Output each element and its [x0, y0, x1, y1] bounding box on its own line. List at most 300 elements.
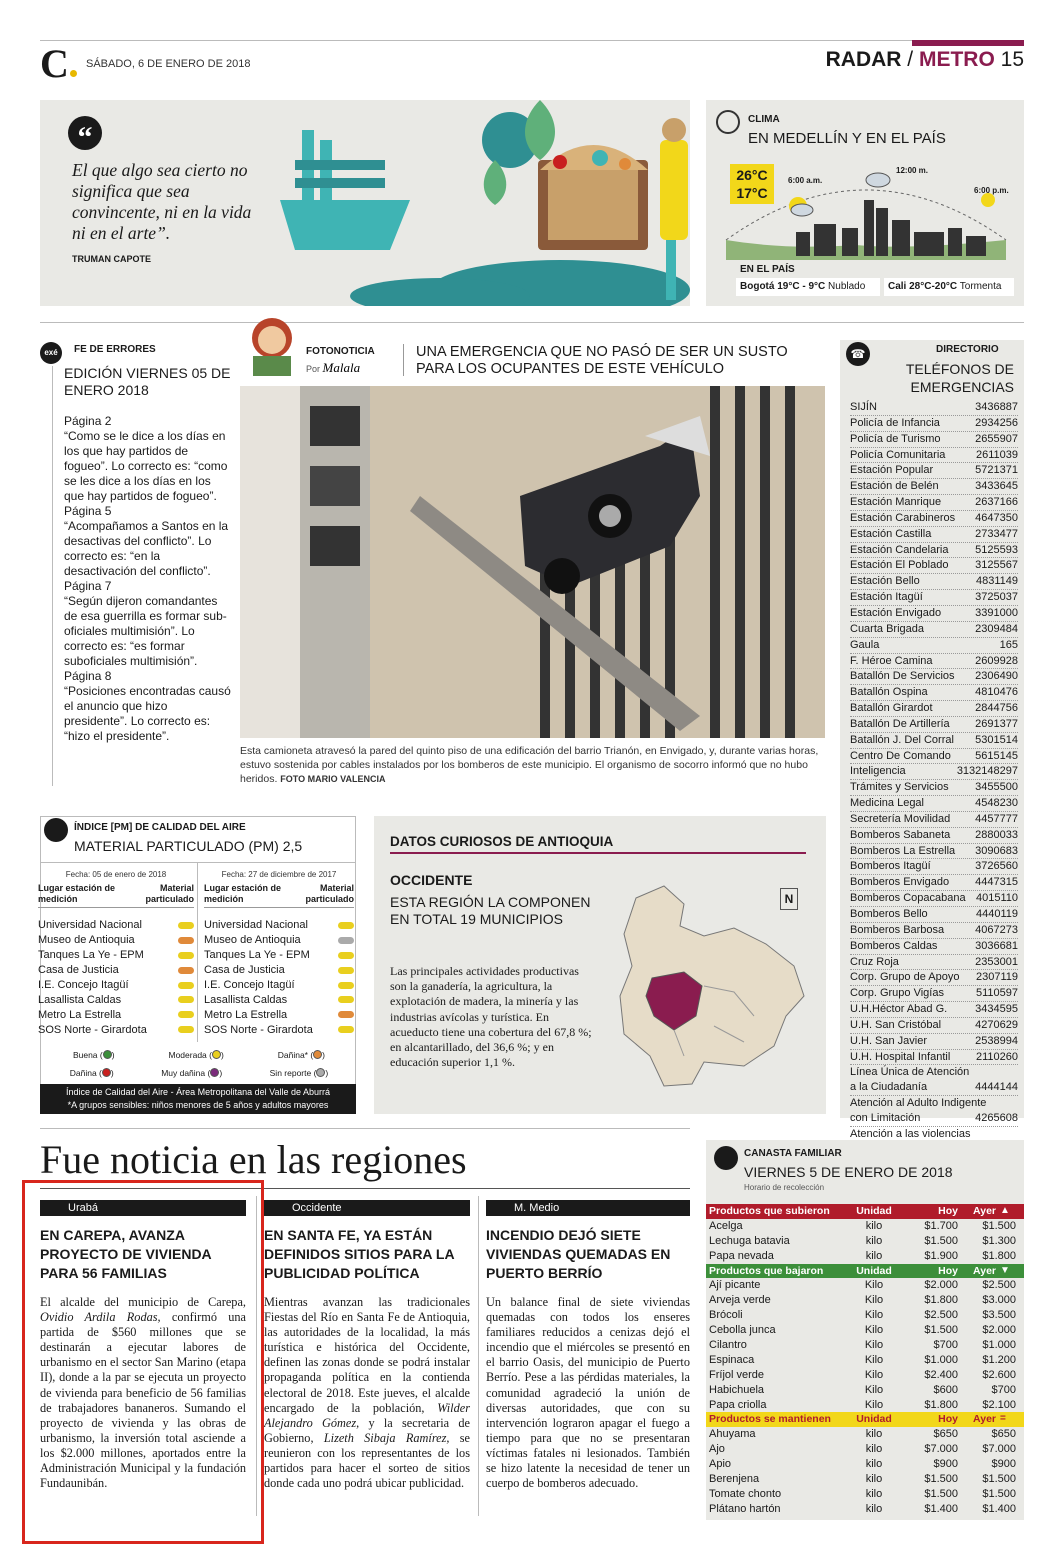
- price-row: [706, 1383, 1024, 1398]
- air-quality-header: [38, 883, 194, 908]
- air-quality-indicator: [338, 1011, 354, 1018]
- station-name: Tanques La Ye - EPM: [38, 949, 144, 962]
- product-name: Papa criolla: [709, 1398, 767, 1411]
- car-through-wall-photo: [240, 386, 825, 738]
- legend-item: [169, 1046, 224, 1064]
- directory-entry-line: [850, 1080, 1018, 1095]
- legend-dot: [103, 1050, 112, 1059]
- directory-entry-number: 4015110: [975, 892, 1018, 905]
- directory-entry-name: Batallón Girardot: [850, 702, 933, 715]
- directory-entry-name: Bomberos Caldas: [850, 939, 938, 952]
- region-tag: M. Medio: [486, 1200, 690, 1216]
- air-quality-row: [38, 1007, 194, 1022]
- directory-entry-name: Corp. Grupo de Apoyo: [850, 971, 960, 984]
- legend-dot: [212, 1050, 221, 1059]
- product-name: Apio: [709, 1458, 732, 1471]
- photographer-avatar-illustration: [245, 312, 299, 376]
- legend-item: [73, 1046, 115, 1064]
- time-morning: 6:00 a.m.: [788, 176, 823, 185]
- product-name: Cilantro: [709, 1339, 747, 1352]
- air-quality-indicator: [338, 1026, 354, 1033]
- price-today: $1.400: [924, 1502, 958, 1515]
- directory-entry: [850, 590, 1018, 606]
- legend-row: [46, 1064, 352, 1082]
- directory-subtitle: TELÉFONOS DE EMERGENCIAS: [905, 361, 1014, 395]
- directory-entry-number: 2934256: [975, 416, 1018, 429]
- price-yesterday: $2.000: [982, 1324, 1016, 1337]
- air-quality-row: [204, 933, 354, 948]
- photo-news-divider: [403, 344, 404, 376]
- directory-entry-number: 4444144: [975, 1081, 1018, 1094]
- price-yesterday: $700: [991, 1383, 1016, 1396]
- directory-entry-name: Policía Comunitaria: [850, 448, 946, 461]
- directory-entry: [850, 828, 1018, 844]
- station-name: I.E. Concejo Itagüí: [38, 979, 129, 991]
- price-today: $900: [933, 1458, 958, 1471]
- price-group-label: Productos se mantienen: [709, 1413, 831, 1426]
- price-row: [706, 1457, 1024, 1472]
- price-today: $2.400: [924, 1368, 958, 1381]
- weather-icon: [716, 110, 740, 134]
- product-unit: kilo: [865, 1249, 883, 1262]
- directory-entry-number: 2307119: [975, 971, 1018, 984]
- directory-entry-number: 4067273: [975, 923, 1018, 936]
- col-yesterday: Ayer: [973, 1205, 996, 1217]
- station-name: Metro La Estrella: [204, 1008, 288, 1021]
- weather-subtitle: EN MEDELLÍN Y EN EL PAÍS: [748, 130, 946, 147]
- regions-rule: [40, 1128, 690, 1129]
- directory-entry: [850, 638, 1018, 654]
- legend-item: [70, 1064, 114, 1082]
- price-yesterday: $1.500: [982, 1473, 1016, 1486]
- price-row: [706, 1308, 1024, 1323]
- curious-facts-rule: [390, 852, 806, 854]
- directory-entry-number: 2353001: [975, 955, 1018, 968]
- directory-entry-number: 2609928: [975, 654, 1018, 667]
- directory-entry-name: Estación Itagüí: [850, 591, 923, 604]
- medellin-temperature: 26°C 17°C: [730, 164, 774, 204]
- legend-close: ): [219, 1068, 223, 1078]
- air-quality-date: Fecha: 27 de diciembre de 2017: [221, 870, 337, 879]
- directory-entry: [850, 606, 1018, 622]
- directory-entry-name: U.H. Hospital Infantil: [850, 1050, 951, 1063]
- directory-entry: [850, 463, 1018, 479]
- directory-entry-name: Batallón Ospina: [850, 686, 928, 699]
- article-headline: INCENDIO DEJÓ SIETE VIVIENDAS QUEMADAS EN PUERTO BERRÍO: [486, 1227, 671, 1281]
- directory-entry: [850, 416, 1018, 432]
- directory-entry-name: Línea Única de Atención: [850, 1066, 970, 1079]
- air-quality-row: [38, 992, 194, 1007]
- photo-caption: Esta camioneta atravesó la pared del quinto piso de una edificación del barrio Trianón, en Envigado, y, durante varias horas, estuvo sostenida por cables instalados por los bomberos de este municipio. El organismo de socorro informó que no hubo heridos. FOTO MARIO VALENCIA: [240, 745, 819, 785]
- price-row: [706, 1234, 1024, 1249]
- family-basket-date: VIERNES 5 DE ENERO DE 2018: [744, 1164, 953, 1180]
- quote-text: El que algo sea cierto no significa que sea convincente, ni en la vida ni en el arte”.: [72, 160, 252, 243]
- directory-entry: [850, 875, 1018, 891]
- air-quality-col-station: Lugar estación de medición: [38, 883, 116, 904]
- air-quality-indicator: [178, 996, 194, 1003]
- product-name: Fríjol verde: [709, 1368, 765, 1381]
- price-group-header: [706, 1412, 1024, 1427]
- price-group-header: [706, 1204, 1024, 1219]
- directory-entry-number: 4548230: [975, 797, 1018, 810]
- directory-entry-number: 2691377: [975, 717, 1018, 730]
- directory-entry-number: 4647350: [975, 511, 1018, 524]
- air-quality-row: [204, 1007, 354, 1022]
- errata-text: “Según dijeron comandantes de esa guerrilla es formar sub-oficiales multimisión”. Lo correcto es: “es formar suboficiales multimisión”.: [64, 594, 227, 668]
- price-row: [706, 1398, 1024, 1413]
- price-row: [706, 1293, 1024, 1308]
- price-yesterday: $3.000: [982, 1294, 1016, 1307]
- legend-close: ): [110, 1068, 114, 1078]
- product-unit: Kilo: [864, 1279, 884, 1292]
- product-unit: Kilo: [864, 1309, 884, 1322]
- price-yesterday: $1.500: [982, 1487, 1016, 1500]
- trend-same-icon: =: [1000, 1413, 1006, 1425]
- station-name: Casa de Justicia: [38, 964, 119, 977]
- directory-entry-name: Bomberos Sabaneta: [850, 828, 951, 841]
- directory-entry-number: 3391000: [975, 606, 1018, 619]
- directory-entry-number: 4265608: [975, 1111, 1018, 1124]
- article-headline: EN SANTA FE, YA ESTÁN DEFINIDOS SITIOS PARA LA PUBLICIDAD POLÍTICA: [264, 1227, 455, 1281]
- directory-entry: [850, 669, 1018, 685]
- price-row: [706, 1338, 1024, 1353]
- air-quality-icon: [44, 818, 68, 842]
- time-evening: 6:00 p.m.: [974, 186, 1009, 195]
- directory-entry-number: 2110260: [975, 1050, 1018, 1063]
- air-quality-table-previous: [204, 870, 354, 1037]
- product-unit: kilo: [865, 1473, 883, 1486]
- air-quality-col-material: Material particulado: [305, 883, 354, 904]
- air-quality-indicator: [338, 952, 354, 959]
- directory-entry-number: 4457777: [975, 812, 1018, 825]
- price-yesterday: $1.200: [982, 1353, 1016, 1366]
- photo-news-headline: UNA EMERGENCIA QUE NO PASÓ DE SER UN SUSTO PARA LOS OCUPANTES DE ESTE VEHÍCULO: [416, 344, 788, 377]
- product-name: Cebolla junca: [709, 1324, 776, 1337]
- regions-section-title: Fue noticia en las regiones: [40, 1137, 467, 1182]
- col-unit: Unidad: [856, 1264, 892, 1277]
- directory-entry-number: 3725037: [975, 591, 1018, 604]
- directory-entry: [850, 1002, 1018, 1018]
- quote-author: TRUMAN CAPOTE: [72, 254, 151, 264]
- cali-weather: Cali 28°C-20°C Tormenta: [884, 278, 1014, 296]
- legend-close: ): [325, 1068, 329, 1078]
- directory-entry-name: Corp. Grupo Vigías: [850, 987, 944, 1000]
- directory-entry-name: Trámites y Servicios: [850, 781, 949, 794]
- legend-close: ): [111, 1050, 115, 1060]
- directory-entry-number: 3455500: [975, 781, 1018, 794]
- product-unit: kilo: [865, 1219, 883, 1232]
- directory-entry-name: con Limitación: [850, 1111, 921, 1124]
- directory-entry: [850, 986, 1018, 1002]
- air-quality-rule: [40, 862, 356, 863]
- directory-entry-name: U.H. San Cristóbal: [850, 1018, 942, 1031]
- directory-entry: [850, 939, 1018, 955]
- directory-entry: [850, 859, 1018, 875]
- directory-entry-name: Atención a las violencias: [850, 1127, 971, 1140]
- family-basket-note: Horario de recolección: [744, 1183, 825, 1192]
- directory-entry-number: 3434595: [975, 1003, 1018, 1016]
- directory-entry-name: Estación de Belén: [850, 480, 939, 493]
- directory-entry-name: Estación Castilla: [850, 527, 932, 540]
- price-today: $2.500: [924, 1309, 958, 1322]
- section-accent-bar: [912, 40, 1024, 46]
- air-quality-indicator: [178, 952, 194, 959]
- errata-text: “Como se le dice a los días en los que hay partidos de fogueo”. Lo correcto es: “como se les dice a los días en los que hay partidos de fogueo”.: [64, 429, 228, 503]
- directory-entry-name: Bomberos Copacabana: [850, 892, 966, 905]
- price-yesterday: $7.000: [982, 1443, 1016, 1456]
- directory-entry: [850, 733, 1018, 749]
- directory-entry: [850, 923, 1018, 939]
- price-yesterday: $900: [991, 1458, 1016, 1471]
- price-yesterday: $2.600: [982, 1368, 1016, 1381]
- legend-label: Sin reporte (: [269, 1068, 317, 1078]
- price-today: $700: [933, 1339, 958, 1352]
- air-quality-subtitle: MATERIAL PARTICULADO (PM) 2,5: [74, 838, 303, 854]
- air-quality-row: [204, 1022, 354, 1037]
- price-today: $1.500: [924, 1234, 958, 1247]
- directory-entry-name: Bomberos Barbosa: [850, 923, 945, 936]
- product-unit: Kilo: [864, 1368, 884, 1381]
- product-name: Espinaca: [709, 1353, 755, 1366]
- directory-entry-name: Bomberos Bello: [850, 908, 928, 920]
- product-name: Brócoli: [709, 1309, 743, 1322]
- col-today: Hoy: [938, 1413, 958, 1426]
- errata-body: [64, 414, 234, 744]
- directory-entry-number: 5125593: [975, 543, 1018, 556]
- directory-entry-number: 5615145: [975, 749, 1018, 762]
- air-quality-row: [204, 918, 354, 933]
- directory-entry: [850, 749, 1018, 765]
- country-weather-label: EN EL PAÍS: [740, 264, 795, 275]
- station-name: Metro La Estrella: [38, 1008, 122, 1021]
- price-row: [706, 1487, 1024, 1502]
- photo-news-byline: Por Malala: [306, 360, 361, 375]
- directory-entry: [850, 764, 1018, 780]
- product-name: Arveja verde: [709, 1294, 771, 1307]
- section-label: RADAR / METRO 15: [825, 48, 1024, 71]
- directory-entry: [850, 622, 1018, 638]
- product-name: Ahuyama: [709, 1428, 756, 1441]
- price-row: [706, 1368, 1024, 1383]
- air-quality-row: [204, 948, 354, 963]
- directory-entry: [850, 558, 1018, 574]
- directory-entry-number: 2538994: [975, 1034, 1018, 1047]
- legend-item: [270, 1064, 329, 1082]
- trend-up-icon: ▲: [1000, 1205, 1010, 1216]
- air-quality-col-station: Lugar estación de medición: [204, 883, 282, 904]
- legend-item: [161, 1064, 222, 1082]
- directory-entry-number: 2655907: [975, 432, 1018, 445]
- directory-entry-number: 4440119: [975, 908, 1018, 920]
- station-name: Universidad Nacional: [204, 919, 308, 932]
- region-name: OCCIDENTE: [390, 872, 473, 888]
- air-quality-indicator: [338, 982, 354, 989]
- weather-title: CLIMA: [748, 114, 780, 125]
- region-tag: Occidente: [264, 1200, 470, 1216]
- col-today: Hoy: [938, 1264, 958, 1277]
- section-rule: [40, 322, 1024, 323]
- directory-entry-number: 2611039: [975, 448, 1018, 461]
- air-quality-row: [38, 963, 194, 978]
- directory-entry-name: Medicina Legal: [850, 797, 924, 810]
- header-rule: [40, 40, 1024, 41]
- directory-entry-name: Estación Popular: [850, 464, 934, 477]
- directory-entry-name: SIJÍN: [850, 401, 877, 413]
- errata-page: Página 5: [64, 504, 112, 518]
- price-row: [706, 1427, 1024, 1442]
- errata-subtitle: EDICIÓN VIERNES 05 DE ENERO 2018: [64, 365, 231, 398]
- air-quality-legend: [46, 1046, 352, 1082]
- price-today: $1.800: [924, 1398, 958, 1411]
- col-today: Hoy: [938, 1205, 958, 1217]
- station-name: Lasallista Caldas: [38, 993, 122, 1006]
- errata-title: FE DE ERRORES: [74, 344, 156, 355]
- air-quality-indicator: [178, 937, 194, 944]
- air-quality-row: [38, 918, 194, 933]
- directory-entry-name: Bomberos Itagüí: [850, 860, 931, 873]
- legend-label: Dañina (: [69, 1068, 102, 1078]
- directory-entry: [850, 780, 1018, 796]
- price-today: $2.000: [924, 1279, 958, 1292]
- product-unit: kilo: [865, 1443, 883, 1456]
- directory-entry-name: Centro De Comando: [850, 749, 951, 762]
- station-name: Museo de Antioquia: [204, 934, 301, 947]
- price-yesterday: $1.400: [982, 1502, 1016, 1515]
- directory-entry: [850, 891, 1018, 907]
- product-name: Berenjena: [709, 1473, 760, 1486]
- errata-page: Página 2: [64, 414, 112, 428]
- directory-entry-number: 165: [999, 638, 1018, 651]
- price-today: $1.500: [924, 1487, 958, 1500]
- station-name: SOS Norte - Girardota: [38, 1023, 147, 1036]
- directory-entry-number: 2309484: [975, 622, 1018, 635]
- errata-divider: [52, 366, 53, 786]
- directory-entry-number: 5301514: [975, 733, 1018, 746]
- directory-entry-name: F. Héroe Camina: [850, 654, 933, 667]
- directory-entry-number: 3036681: [975, 939, 1018, 952]
- article-occidente: [264, 1200, 470, 1491]
- station-name: SOS Norte - Girardota: [204, 1023, 313, 1036]
- air-quality-indicator: [178, 922, 194, 929]
- air-quality-indicator: [178, 982, 194, 989]
- directory-entry-number: 3433645: [975, 480, 1018, 493]
- price-group-label: Productos que subieron: [709, 1205, 830, 1217]
- time-noon: 12:00 m.: [896, 166, 929, 175]
- directory-entry-number: 3436887: [975, 401, 1018, 413]
- directory-entry-name: Atención al Adulto Indigente: [850, 1097, 987, 1110]
- product-unit: kilo: [865, 1458, 883, 1471]
- errata-text: “Posiciones encontradas causó el anuncio que hizo presidente”. Lo correcto es: “hizo el presidente”.: [64, 684, 231, 743]
- directory-entry-number: 2733477: [975, 527, 1018, 540]
- product-unit: kilo: [865, 1234, 883, 1247]
- shopping-cart-icon: [714, 1146, 738, 1170]
- directory-entry: [850, 654, 1018, 670]
- trend-down-icon: ▼: [1000, 1264, 1010, 1276]
- directory-entry: [850, 812, 1018, 828]
- product-unit: Kilo: [864, 1294, 884, 1307]
- air-quality-col-material: Material particulado: [145, 883, 194, 904]
- price-today: $650: [933, 1428, 958, 1441]
- directory-entry-name: Estación El Poblado: [850, 559, 949, 572]
- air-quality-row: [38, 1022, 194, 1037]
- price-yesterday: $1.500: [982, 1219, 1016, 1232]
- directory-entry-number: 3125567: [975, 559, 1018, 572]
- directory-entry-name: Batallón De Artillería: [850, 717, 950, 730]
- directory-title: DIRECTORIO: [936, 344, 999, 355]
- edition-date: SÁBADO, 6 DE ENERO DE 2018: [86, 58, 251, 70]
- air-quality-indicator: [338, 996, 354, 1003]
- directory-entry-name: Estación Bello: [850, 575, 920, 588]
- station-name: Tanques La Ye - EPM: [204, 949, 310, 962]
- directory-entry: [850, 574, 1018, 590]
- price-row: [706, 1502, 1024, 1517]
- air-quality-row: [38, 933, 194, 948]
- legend-dot: [210, 1068, 219, 1077]
- directory-entry: [850, 685, 1018, 701]
- price-today: $1.500: [924, 1473, 958, 1486]
- directory-entry-name: Policía de Infancia: [850, 416, 940, 429]
- directory-entry: [850, 970, 1018, 986]
- station-name: I.E. Concejo Itagüí: [204, 979, 295, 991]
- station-name: Museo de Antioquia: [38, 934, 135, 947]
- directory-entry-name: Bomberos La Estrella: [850, 844, 956, 857]
- station-name: Casa de Justicia: [204, 964, 285, 977]
- product-unit: kilo: [865, 1428, 883, 1441]
- legend-row: [46, 1046, 352, 1064]
- product-unit: Kilo: [864, 1353, 884, 1366]
- product-name: Tomate chonto: [709, 1487, 782, 1500]
- directory-entry: [850, 400, 1018, 416]
- directory-entry: [850, 527, 1018, 543]
- product-name: Acelga: [709, 1219, 743, 1232]
- legend-close: ): [322, 1050, 326, 1060]
- price-yesterday: $3.500: [982, 1309, 1016, 1322]
- air-quality-indicator: [338, 937, 354, 944]
- price-row: [706, 1278, 1024, 1293]
- directory-entry-number: 4810476: [975, 686, 1018, 699]
- air-quality-row: [38, 978, 194, 993]
- directory-entry-number: 2880033: [975, 828, 1018, 841]
- phone-icon: ☎: [846, 342, 870, 366]
- directory-entry: [850, 1096, 1018, 1127]
- directory-entry-number: 4831149: [975, 575, 1018, 588]
- directory-entry-number: 2306490: [975, 670, 1018, 683]
- price-group-label: Productos que bajaron: [709, 1264, 824, 1277]
- product-unit: Kilo: [864, 1398, 884, 1411]
- errata-icon: exé: [40, 342, 62, 364]
- directory-entry: [850, 701, 1018, 717]
- directory-entry-number: 5721371: [975, 464, 1018, 477]
- directory-entry: [850, 796, 1018, 812]
- price-row: [706, 1249, 1024, 1264]
- legend-dot: [102, 1068, 111, 1077]
- directory-list: [850, 400, 1018, 1158]
- air-quality-row: [204, 963, 354, 978]
- directory-entry: [850, 495, 1018, 511]
- directory-entry-number: 4270629: [975, 1018, 1018, 1031]
- product-name: Habichuela: [709, 1383, 765, 1396]
- legend-item: [278, 1046, 325, 1064]
- station-name: Universidad Nacional: [38, 919, 142, 932]
- directory-entry: [850, 511, 1018, 527]
- air-quality-indicator: [178, 1026, 194, 1033]
- legend-label: Moderada (: [168, 1050, 212, 1060]
- article-body: Mientras avanzan las tradicionales Fiestas del Río en Santa Fe de Antioquia, las autoridades de la localidad, la más turística e histórica del Occidente, definen las zonas donde se podrá instalar propaganda política en la contienda electoral de 2018. Este jueves, el alcalde encargado de la población, Wilder Alejandro Gómez, y la secretaria de Gobierno, Lizeth Sibaja Ramírez, se reunieron con los representantes de los partidos para hacer el sorteo de sitios donde cada uno podrá ubicar publicidad.: [264, 1295, 471, 1491]
- article-magdalena-medio: [486, 1200, 690, 1491]
- directory-entry-name: Secretería Movilidad: [850, 812, 951, 825]
- article-body: El alcalde del municipio de Carepa, Ovidio Ardila Rodas, confirmó una partida de $560 millones que se destinarán a ejecutar labores de urbanismo en el sector San Marino (etapa II), donde a la par se ejecuta un proyecto de vivienda para beneficio de 56 familias de trabajadores bananeros. Sumando el proyecto de vivienda y las obras de urbanismo, la inversión total asciende a los $2.000 millones, aportados entre la Administración Municipal y la fundación Fundaunibán.: [40, 1295, 247, 1491]
- directory-entry-name: Estación Envigado: [850, 606, 942, 619]
